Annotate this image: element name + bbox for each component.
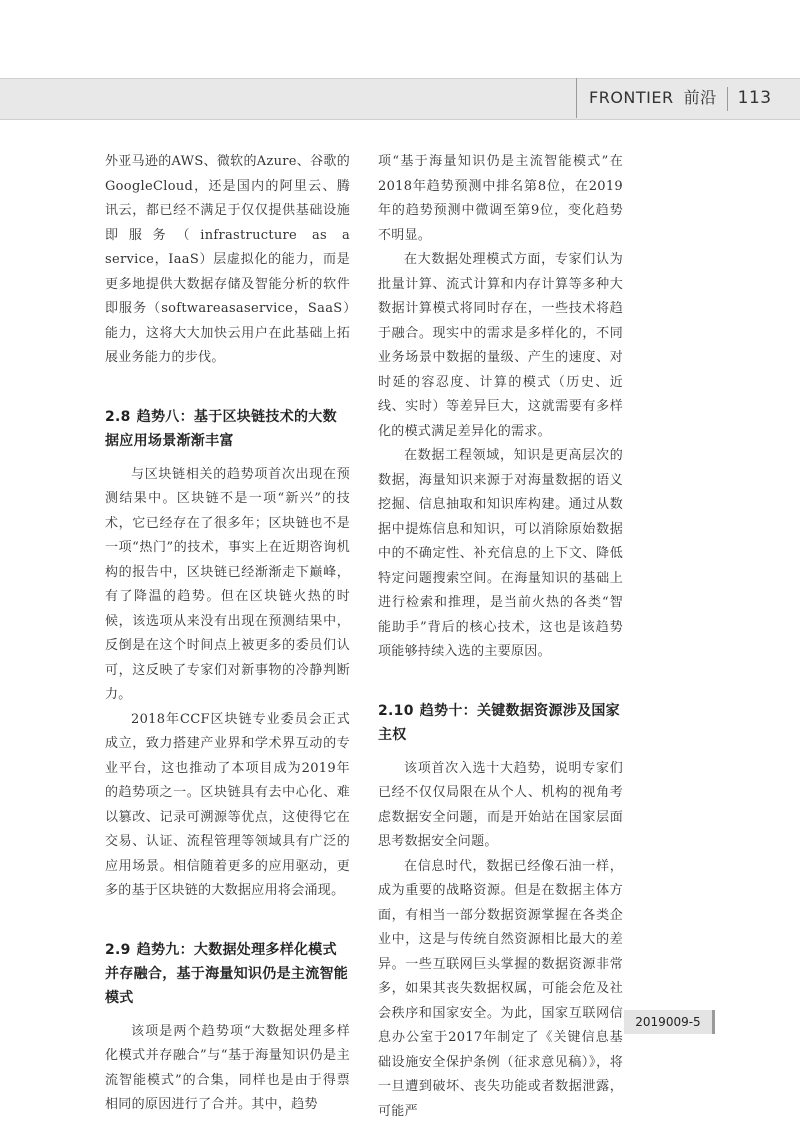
paragraph: 2018年CCF区块链专业委员会正式成立，致力搭建产业界和学术界互动的专业平台，这也推动了本项目成为2019年的趋势项之一。区块链具有去中心化、难以篡改、记录可溯源等优点，这使得它在交易、认证、流程管理等领域具有广泛的应用场景。相信随着更多的应用驱动，更多的基于区块链的大数据应用将会涌现。 (105, 708, 350, 904)
section-title: 趋势十：关键数据资源涉及国家主权 (378, 703, 620, 743)
paragraph: 在信息时代，数据已经像石油一样，成为重要的战略资源。但是在数据主体方面，有相当一部分数据资源掌握在各类企业中，这是与传统自然资源相比最大的差异。一些互联网巨头掌握的数据资源非常多，如果其丧失数据权属，可能会危及社会秩序和国家安全。为此，国家互联网信息办公室于2017年制定了《关键信息基础设施安全保护条例（征求意见稿）》，将一旦遭到破坏、丧失功能或者数据泄露，可能严 (378, 855, 623, 1124)
section-number: 2.10 (378, 703, 414, 719)
section-name-cn: 前沿 (684, 88, 717, 107)
section-heading-2-8 (105, 405, 350, 453)
paragraph: 项“基于海量知识仍是主流智能模式”在2018年趋势预测中排名第8位，在2019年的趋势预测中微调至第9位，变化趋势不明显。 (378, 150, 623, 248)
section-name-en: FRONTIER (589, 88, 674, 107)
section-title: 趋势八：基于区块链技术的大数据应用场景渐渐丰富 (105, 409, 337, 449)
section-number: 2.9 (105, 942, 131, 958)
paragraph: 外亚马逊的AWS、微软的Azure、谷歌的GoogleCloud，还是国内的阿里云、腾讯云，都已经不满足于仅仅提供基础设施即服务（infrastructure as a service，IaaS）层虚拟化的能力，而是更多地提供大数据存储及智能分析的软件即服务（softwareasaservice，SaaS）能力，这将大大加快云用户在此基础上拓展业务能力的步伐。 (105, 150, 350, 371)
left-column (105, 150, 350, 1118)
paragraph: 该项首次入选十大趋势，说明专家们已经不仅仅局限在从个人、机构的视角考虑数据安全问题，而是开始站在国家层面思考数据安全问题。 (378, 757, 623, 855)
section-title: 趋势九：大数据处理多样化模式并存融合，基于海量知识仍是主流智能模式 (105, 942, 348, 1006)
right-column (378, 150, 623, 1124)
header-divider (727, 87, 728, 111)
issue-code-tab: 2019009-5 (624, 1010, 715, 1034)
section-heading-2-9 (105, 938, 350, 1010)
section-heading-2-10 (378, 699, 623, 747)
paragraph: 在数据工程领域，知识是更高层次的数据，海量知识来源于对海量数据的语义挖掘、信息抽取和知识库构建。通过从数据中提炼信息和知识，可以消除原始数据中的不确定性、补充信息的上下文、降低特定问题搜索空间。在海量知识的基础上进行检索和推理，是当前火热的各类“智能助手”背后的核心技术，这也是该趋势项能够持续入选的主要原因。 (378, 444, 623, 665)
paragraph: 该项是两个趋势项“大数据处理多样化模式并存融合”与“基于海量知识仍是主流智能模式”的合集，同样也是由于得票相同的原因进行了合并。其中，趋势 (105, 1020, 350, 1118)
section-number: 2.8 (105, 409, 131, 425)
paragraph: 在大数据处理模式方面，专家们认为批量计算、流式计算和内存计算等多种大数据计算模式将同时存在，一些技术将趋于融合。现实中的需求是多样化的，不同业务场景中数据的量级、产生的速度、对时延的容忍度、计算的模式（历史、近线、实时）等差异巨大，这就需要有多样化的模式满足差异化的需求。 (378, 248, 623, 444)
running-header (576, 78, 772, 118)
page-number: 113 (738, 88, 772, 108)
paragraph: 与区块链相关的趋势项首次出现在预测结果中。区块链不是一项“新兴”的技术，它已经存在了很多年；区块链也不是一项“热门”的技术，事实上在近期咨询机构的报告中，区块链已经渐渐走下巅峰，有了降温的趋势。但在区块链火热的时候，该选项从来没有出现在预测结果中，反倒是在这个时间点上被更多的委员们认可，这反映了专家们对新事物的冷静判断力。 (105, 463, 350, 708)
